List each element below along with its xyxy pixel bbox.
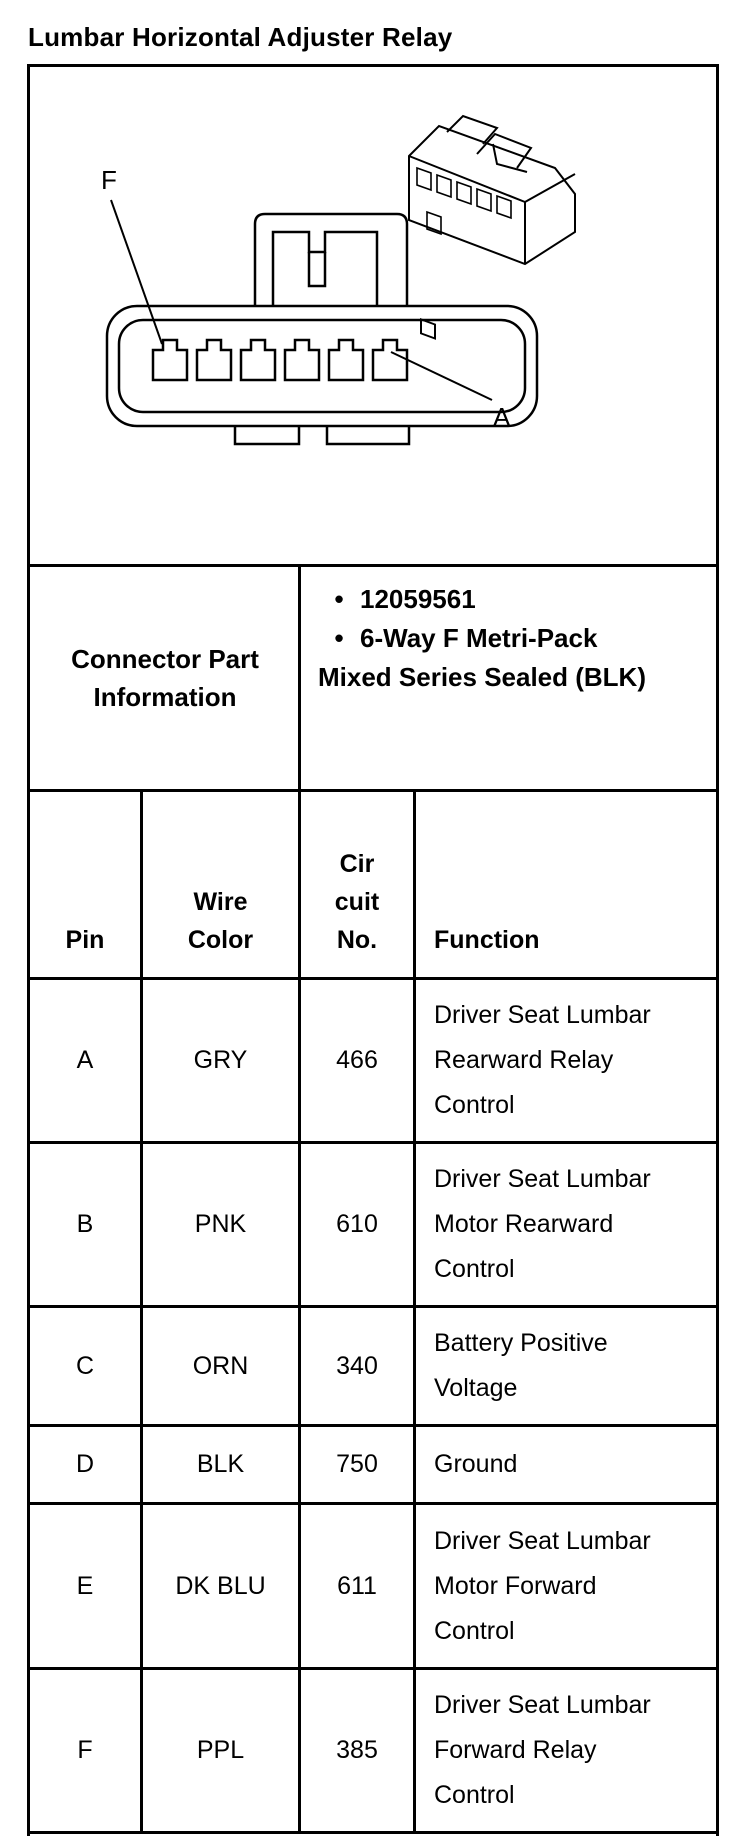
connector-face-drawing <box>27 64 719 564</box>
header-circuit-text: Cir <box>339 850 375 878</box>
table-row-function <box>416 1505 719 1667</box>
table-row-pin: E <box>76 1571 94 1600</box>
table-row-function <box>416 1427 719 1502</box>
table-row-pin: B <box>76 1210 94 1238</box>
divider <box>27 1831 719 1834</box>
table-row-wire: PPL <box>196 1736 245 1764</box>
table-row-pin: D <box>75 1450 95 1478</box>
table-row-wire: PNK <box>194 1210 247 1238</box>
header-circuit-text: cuit <box>334 888 380 916</box>
function-line: Motor Forward <box>434 1571 597 1600</box>
function-line: Forward Relay <box>434 1736 597 1764</box>
table-row-pin: F <box>77 1736 93 1764</box>
connector-part-info-label <box>30 567 300 789</box>
function-line: Rearward Relay <box>434 1046 614 1074</box>
table-row-function <box>416 1308 719 1424</box>
header-wire-color <box>143 792 298 977</box>
header-circuit-text: No. <box>336 926 378 954</box>
function-line: Ground <box>434 1450 518 1478</box>
function-line: Control <box>434 1781 515 1809</box>
connector-label-line: Connector Part <box>71 644 259 674</box>
connector-type-cont: Mixed Series Sealed (BLK) <box>318 662 646 692</box>
function-line: Control <box>434 1616 515 1645</box>
table-row-pin: C <box>75 1351 95 1380</box>
part-number: 12059561 <box>360 584 476 614</box>
function-line: Control <box>434 1255 515 1283</box>
table-row-circuit: 340 <box>336 1351 378 1380</box>
header-wire-text: Color <box>187 926 254 954</box>
function-line: Voltage <box>434 1374 518 1402</box>
connector-label-line: Information <box>93 682 237 712</box>
header-circuit-no <box>301 792 413 977</box>
table-row-circuit: 385 <box>336 1736 378 1764</box>
header-function <box>416 792 719 977</box>
header-wire-text: Wire <box>193 888 248 916</box>
function-line: Driver Seat Lumbar <box>434 1165 651 1193</box>
function-line: Driver Seat Lumbar <box>434 1001 651 1029</box>
bullet-icon: • <box>334 584 344 614</box>
table-row-function <box>416 1670 719 1831</box>
connector-type: 6-Way F Metri-Pack <box>360 623 598 653</box>
connector-diagram <box>27 64 719 564</box>
table-row-circuit: 750 <box>336 1450 378 1478</box>
table-row-circuit: 611 <box>337 1571 377 1600</box>
table-row-wire: ORN <box>192 1351 249 1380</box>
header-pin-text: Pin <box>65 926 105 954</box>
connector-part-info-values <box>318 580 718 697</box>
function-line: Driver Seat Lumbar <box>434 1691 651 1719</box>
table-row-circuit: 610 <box>336 1210 378 1238</box>
table-row-function <box>416 1144 719 1305</box>
page-title: Lumbar Horizontal Adjuster Relay <box>28 22 453 52</box>
function-line: Motor Rearward <box>434 1210 614 1238</box>
pin-a-callout: A <box>493 402 511 432</box>
function-line: Control <box>434 1091 515 1119</box>
header-pin <box>30 792 140 977</box>
header-function-text: Function <box>434 926 540 954</box>
table-row-wire: BLK <box>196 1450 245 1478</box>
function-line: Driver Seat Lumbar <box>434 1526 651 1555</box>
table-row-wire: DK BLU <box>175 1571 266 1600</box>
table-row-circuit: 466 <box>336 1046 378 1074</box>
table-row-pin: A <box>76 1046 94 1074</box>
table-row-function <box>416 980 719 1141</box>
bullet-icon: • <box>334 623 344 653</box>
function-line: Battery Positive <box>434 1329 608 1357</box>
pin-f-callout: F <box>101 165 117 195</box>
table-row-wire: GRY <box>193 1046 248 1074</box>
